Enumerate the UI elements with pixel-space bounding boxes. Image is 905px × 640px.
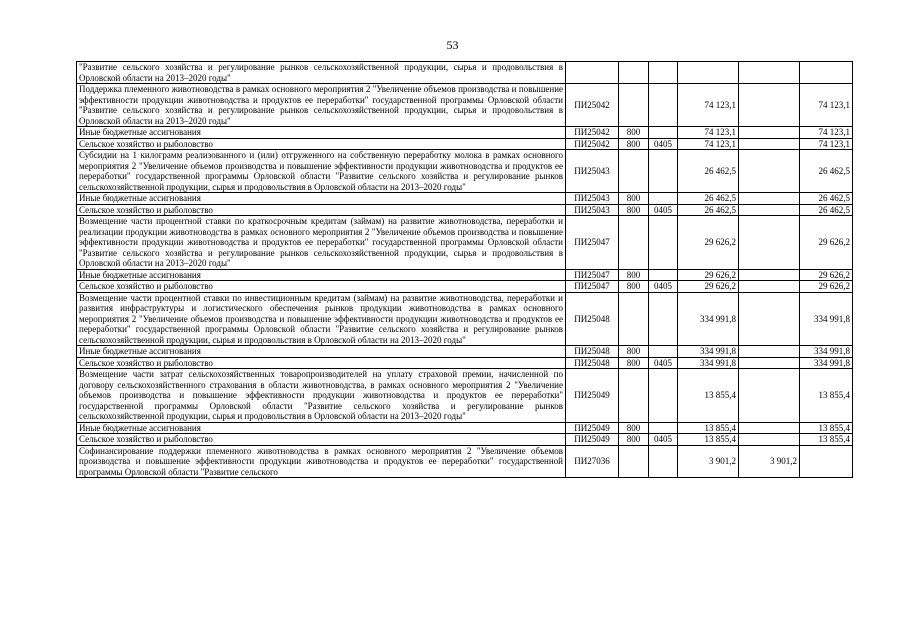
amount-federal	[739, 193, 800, 205]
expense-type-code	[619, 369, 649, 423]
table-row	[77, 193, 853, 205]
section-code: 0405	[649, 281, 678, 293]
amount-regional: 13 855,4	[800, 434, 853, 446]
amount-regional: 13 855,4	[800, 422, 853, 434]
amount-total: 334 991,8	[678, 346, 739, 358]
amount-regional: 74 123,1	[800, 138, 853, 150]
amount-federal	[739, 216, 800, 270]
expense-type-code: 800	[619, 281, 649, 293]
section-code: 0405	[649, 357, 678, 369]
amount-total	[678, 62, 739, 84]
section-code	[649, 193, 678, 205]
amount-federal: 3 901,2	[739, 445, 800, 478]
expense-type-code	[619, 292, 649, 346]
table-row	[77, 422, 853, 434]
expense-type-code	[619, 445, 649, 478]
amount-regional: 29 626,2	[800, 269, 853, 281]
table-row	[77, 62, 853, 84]
row-description: Иные бюджетные ассигнования	[77, 346, 566, 358]
amount-regional: 13 855,4	[800, 369, 853, 423]
amount-regional: 26 462,5	[800, 204, 853, 216]
row-description: Иные бюджетные ассигнования	[77, 193, 566, 205]
target-article-code: ПИ25042	[566, 127, 619, 139]
page-number: 53	[446, 38, 459, 52]
target-article-code: ПИ27036	[566, 445, 619, 478]
table-row	[77, 281, 853, 293]
section-code	[649, 445, 678, 478]
target-article-code: ПИ25042	[566, 84, 619, 127]
target-article-code: ПИ25043	[566, 150, 619, 193]
table-row	[77, 292, 853, 346]
table-row	[77, 216, 853, 270]
amount-total: 29 626,2	[678, 269, 739, 281]
target-article-code: ПИ25047	[566, 269, 619, 281]
row-description: Возмещение части затрат сельскохозяйственных товаропроизводителей на уплату страховой премии, начисленной по договору сельскохозяйственного страхования в области животноводства, в рамках основного мероприятия 2 "Увеличение объемов производства и повышение эффективности продукции животноводства и продуктов ее переработки" государственной программы Орловской области "Развитие сельского хозяйства и регулирование рынков сельскохозяйственной продукции, сырья и продовольствия в Орловской области на 2013–2020 годы"	[77, 369, 566, 423]
expense-type-code: 800	[619, 138, 649, 150]
expense-type-code: 800	[619, 127, 649, 139]
target-article-code: ПИ25042	[566, 138, 619, 150]
amount-total: 29 626,2	[678, 281, 739, 293]
amount-total: 74 123,1	[678, 127, 739, 139]
row-description: Софинансирование поддержки племенного животноводства в рамках основного мероприятия 2 "Увеличение объемов производства и повышение эффективности продукции животноводства и продуктов ее переработки" государственной программы Орловской области "Развитие сельского	[77, 445, 566, 478]
section-code	[649, 422, 678, 434]
amount-total: 29 626,2	[678, 216, 739, 270]
target-article-code: ПИ25043	[566, 193, 619, 205]
amount-federal	[739, 204, 800, 216]
row-description: Возмещение части процентной ставки по инвестиционным кредитам (займам) на развитие животноводства, переработки и развития инфраструктуры и логистического обеспечения рынков продукции животноводства в рамках основного мероприятия 2 "Увеличение объемов производства и повышение эффективности продукции животноводства и продуктов ее переработки" государственной программы Орловской области "Развитие сельского хозяйства и регулирование рынков сельскохозяйственной продукции, сырья и продовольствия в Орловской области на 2013–2020 годы"	[77, 292, 566, 346]
table-row	[77, 357, 853, 369]
section-code	[649, 84, 678, 127]
expense-type-code: 800	[619, 422, 649, 434]
amount-total: 334 991,8	[678, 357, 739, 369]
target-article-code: ПИ25049	[566, 369, 619, 423]
amount-federal	[739, 84, 800, 127]
amount-federal	[739, 127, 800, 139]
row-description: Сельское хозяйство и рыболовство	[77, 138, 566, 150]
section-code	[649, 127, 678, 139]
amount-regional: 334 991,8	[800, 292, 853, 346]
amount-total: 13 855,4	[678, 434, 739, 446]
amount-federal	[739, 269, 800, 281]
row-description: Иные бюджетные ассигнования	[77, 422, 566, 434]
table-row	[77, 445, 853, 478]
amount-total: 26 462,5	[678, 204, 739, 216]
expense-type-code: 800	[619, 346, 649, 358]
amount-total: 3 901,2	[678, 445, 739, 478]
table-row	[77, 204, 853, 216]
row-description: Сельское хозяйство и рыболовство	[77, 357, 566, 369]
expense-type-code: 800	[619, 357, 649, 369]
amount-regional: 26 462,5	[800, 150, 853, 193]
target-article-code	[566, 62, 619, 84]
amount-total: 13 855,4	[678, 422, 739, 434]
row-description: Иные бюджетные ассигнования	[77, 127, 566, 139]
amount-regional	[800, 62, 853, 84]
amount-total: 26 462,5	[678, 150, 739, 193]
expense-type-code	[619, 84, 649, 127]
table-row	[77, 369, 853, 423]
amount-federal	[739, 346, 800, 358]
amount-total: 13 855,4	[678, 369, 739, 423]
amount-regional: 29 626,2	[800, 281, 853, 293]
amount-total: 334 991,8	[678, 292, 739, 346]
amount-total: 74 123,1	[678, 138, 739, 150]
row-description: Сельское хозяйство и рыболовство	[77, 434, 566, 446]
amount-regional	[800, 445, 853, 478]
section-code	[649, 62, 678, 84]
table-row	[77, 84, 853, 127]
amount-federal	[739, 281, 800, 293]
section-code: 0405	[649, 204, 678, 216]
amount-regional: 29 626,2	[800, 216, 853, 270]
amount-federal	[739, 422, 800, 434]
expense-type-code	[619, 62, 649, 84]
section-code	[649, 269, 678, 281]
budget-table-body	[77, 62, 853, 478]
amount-federal	[739, 150, 800, 193]
section-code	[649, 150, 678, 193]
section-code: 0405	[649, 138, 678, 150]
row-description: "Развитие сельского хозяйства и регулирование рынков сельскохозяйственной продукции, сырья и продовольствия в Орловской области на 2013–2020 годы"	[77, 62, 566, 84]
amount-total: 74 123,1	[678, 84, 739, 127]
amount-federal	[739, 292, 800, 346]
expense-type-code: 800	[619, 434, 649, 446]
expense-type-code: 800	[619, 193, 649, 205]
amount-federal	[739, 434, 800, 446]
target-article-code: ПИ25047	[566, 216, 619, 270]
section-code	[649, 292, 678, 346]
amount-total: 26 462,5	[678, 193, 739, 205]
amount-federal	[739, 369, 800, 423]
amount-federal	[739, 138, 800, 150]
table-row	[77, 150, 853, 193]
row-description: Сельское хозяйство и рыболовство	[77, 281, 566, 293]
target-article-code: ПИ25043	[566, 204, 619, 216]
section-code	[649, 346, 678, 358]
expense-type-code	[619, 216, 649, 270]
amount-regional: 74 123,1	[800, 84, 853, 127]
target-article-code: ПИ25048	[566, 346, 619, 358]
amount-regional: 334 991,8	[800, 346, 853, 358]
expense-type-code	[619, 150, 649, 193]
target-article-code: ПИ25048	[566, 292, 619, 346]
budget-table	[76, 61, 853, 478]
amount-federal	[739, 62, 800, 84]
table-row	[77, 269, 853, 281]
table-row	[77, 138, 853, 150]
target-article-code: ПИ25049	[566, 434, 619, 446]
expense-type-code: 800	[619, 269, 649, 281]
amount-regional: 74 123,1	[800, 127, 853, 139]
table-row	[77, 127, 853, 139]
section-code: 0405	[649, 434, 678, 446]
section-code	[649, 369, 678, 423]
amount-regional: 26 462,5	[800, 193, 853, 205]
target-article-code: ПИ25048	[566, 357, 619, 369]
amount-federal	[739, 357, 800, 369]
target-article-code: ПИ25049	[566, 422, 619, 434]
row-description: Поддержка племенного животноводства в рамках основного мероприятия 2 "Увеличение объемов производства и повышение эффективности продукции животноводства и продуктов ее переработки" государственной программы Орловской области "Развитие сельского хозяйства и регулирование рынков сельскохозяйственной продукции, сырья и продовольствия в Орловской области на 2013–2020 годы"	[77, 84, 566, 127]
amount-regional: 334 991,8	[800, 357, 853, 369]
target-article-code: ПИ25047	[566, 281, 619, 293]
row-description: Субсидии на 1 килограмм реализованного и (или) отгруженного на собственную переработку молока в рамках основного мероприятия 2 "Увеличение объемов производства и повышение эффективности продукции животноводства и продуктов ее переработки" государственной программы Орловской области "Развитие сельского хозяйства и регулирование рынков сельскохозяйственной продукции, сырья и продовольствия в Орловской области на 2013–2020 годы"	[77, 150, 566, 193]
row-description: Иные бюджетные ассигнования	[77, 269, 566, 281]
row-description: Возмещение части процентной ставки по краткосрочным кредитам (займам) на развитие животноводства, переработки и реализации продукции животноводства в рамках основного мероприятия 2 "Увеличение объемов производства и повышение эффективности продукции животноводства и продуктов ее переработки" государственной программы Орловской области "Развитие сельского хозяйства и регулирование рынков сельскохозяйственной продукции, сырья и продовольствия в Орловской области на 2013–2020 годы"	[77, 216, 566, 270]
table-row	[77, 434, 853, 446]
table-row	[77, 346, 853, 358]
expense-type-code: 800	[619, 204, 649, 216]
row-description: Сельское хозяйство и рыболовство	[77, 204, 566, 216]
section-code	[649, 216, 678, 270]
